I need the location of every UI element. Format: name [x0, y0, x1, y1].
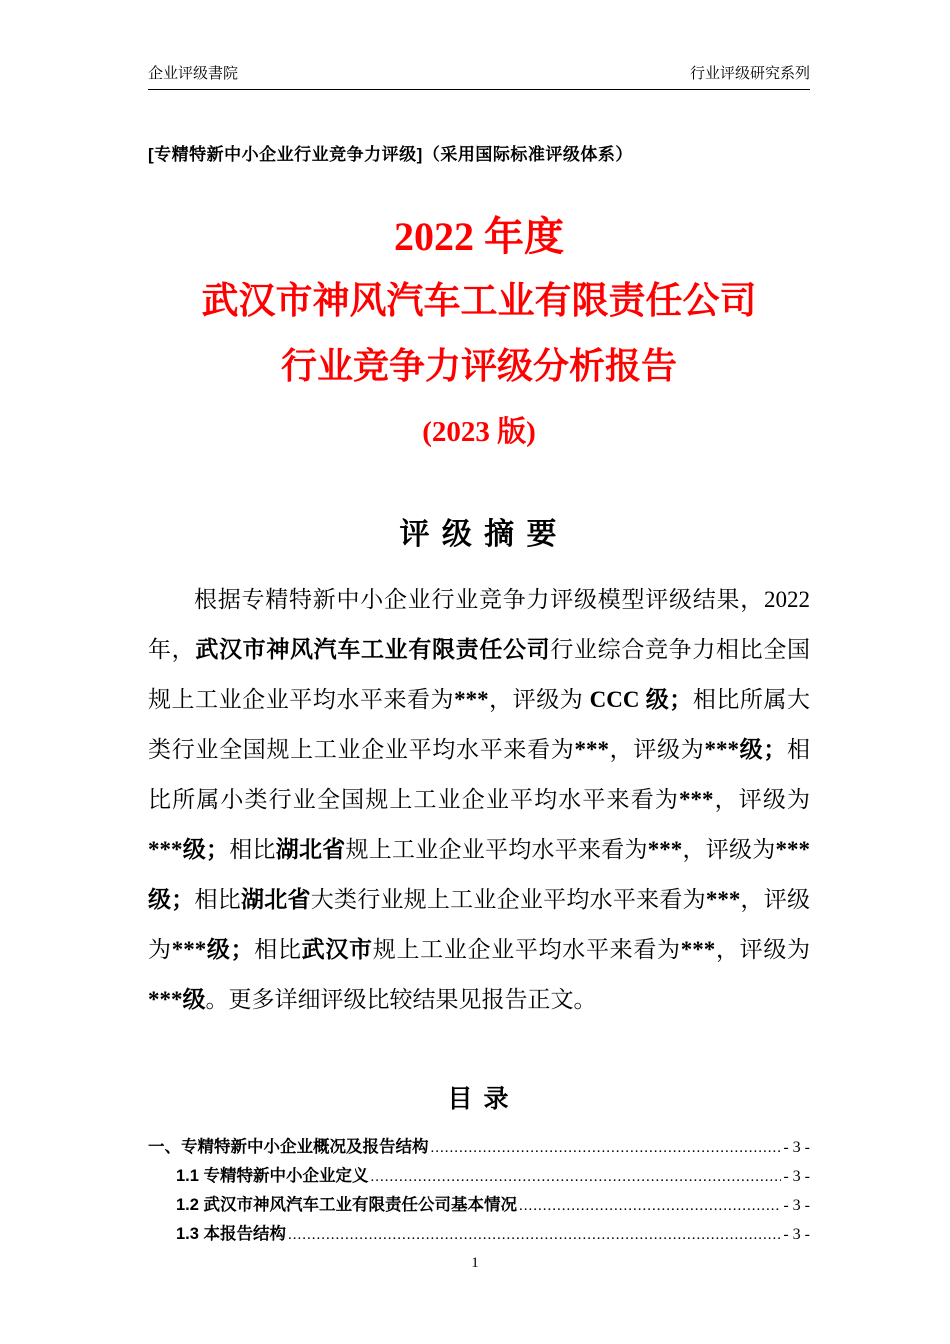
summary-segment: 相比所属大类行业全国规上工业企业平均水平来看为 — [148, 687, 811, 762]
toc-entry[interactable] — [148, 1162, 810, 1191]
toc-entry-label: 一、专精特新中小企业概况及报告结构 — [148, 1138, 429, 1156]
report-type-title: 行业竞争力评级分析报告 — [280, 346, 677, 386]
summary-segment: *** — [574, 737, 609, 762]
summary-segment: ，评级为 — [713, 787, 811, 812]
report-year-title: 2022 年度 — [394, 214, 564, 259]
toc-leader-dots — [431, 1133, 782, 1162]
summary-segment: *** — [454, 687, 489, 712]
summary-segment: ，评级为 — [488, 687, 590, 712]
toc-entry-page: - 3 - — [783, 1168, 810, 1185]
summary-segment: *** — [680, 937, 716, 962]
header-right-text: 行业评级研究系列 — [689, 66, 810, 82]
summary-segment: 规上工业企业平均水平来看为 — [372, 937, 681, 962]
toc-list — [148, 1133, 810, 1249]
summary-segment: 湖北省 — [275, 837, 346, 862]
summary-heading: 评 级 摘 要 — [399, 518, 559, 551]
summary-segment: ***级 — [148, 987, 206, 1012]
summary-segment: ***级； — [148, 837, 229, 862]
summary-segment: ***级； — [171, 937, 254, 962]
summary-segment: ，评级为 — [608, 737, 705, 762]
rating-system-line: [专精特新中小企业行业竞争力评级]（采用国际标准评级体系） — [148, 145, 633, 164]
page-header — [148, 62, 810, 90]
toc-entry-label: 1.2 武汉市神风汽车工业有限责任公司基本情况 — [176, 1196, 518, 1214]
summary-segment: 。更多详细评级比较结果见报告正文。 — [205, 987, 597, 1012]
summary-segment: ***级； — [704, 737, 787, 762]
summary-segment: 根据专精特新中小企业行业竞争力评级模型评级结果，2022 年， — [148, 587, 810, 662]
summary-segment: 湖北省 — [240, 887, 311, 912]
summary-segment: *** — [678, 787, 714, 812]
summary-segment: 武汉市 — [301, 937, 373, 962]
toc-leader-dots — [371, 1162, 782, 1191]
summary-segment: ，评级为 — [682, 837, 776, 862]
report-title-block — [148, 214, 810, 448]
summary-segment: ***级； — [148, 837, 810, 912]
toc-heading: 目 录 — [447, 1085, 511, 1113]
summary-segment: 相比 — [253, 937, 302, 962]
toc-leader-dots — [288, 1220, 781, 1249]
summary-segment: ，评级为 — [148, 887, 811, 962]
toc-entry-page: - 3 - — [783, 1226, 810, 1243]
toc-entry[interactable] — [148, 1220, 810, 1249]
page-number: 1 — [471, 1255, 479, 1271]
summary-segment: 规上工业企业平均水平来看为 — [345, 837, 648, 862]
summary-segment: 相比 — [229, 837, 276, 862]
summary-segment: *** — [705, 887, 741, 912]
toc-entry-label: 1.1 专精特新中小企业定义 — [176, 1167, 369, 1185]
summary-segment: 相比所属小类行业全国规上工业企业平均水平来看为 — [148, 737, 811, 812]
summary-segment: 相比 — [194, 887, 241, 912]
toc-leader-dots — [519, 1191, 781, 1220]
summary-segment: *** — [647, 837, 683, 862]
summary-segment: 武汉市神风汽车工业有限责任公司 — [195, 637, 551, 662]
toc-entry[interactable] — [148, 1133, 810, 1162]
summary-segment: CCC 级； — [589, 687, 693, 712]
summary-segment: 行业综合竞争力相比全国规上工业企业平均水平来看为 — [148, 637, 811, 712]
header-left-text: 企业评级書院 — [148, 66, 239, 82]
summary-segment: ，评级为 — [715, 937, 811, 962]
toc-entry-page: - 3 - — [783, 1197, 810, 1214]
summary-paragraph — [148, 575, 810, 1025]
toc-entry-page: - 3 - — [783, 1139, 810, 1156]
toc-entry-label: 1.3 本报告结构 — [176, 1225, 287, 1243]
toc-entry[interactable] — [148, 1191, 810, 1220]
report-version-title: (2023 版) — [422, 416, 536, 448]
summary-segment: 大类行业规上工业企业平均水平来看为 — [310, 887, 706, 912]
company-name-title: 武汉市神风汽车工业有限责任公司 — [201, 281, 757, 322]
